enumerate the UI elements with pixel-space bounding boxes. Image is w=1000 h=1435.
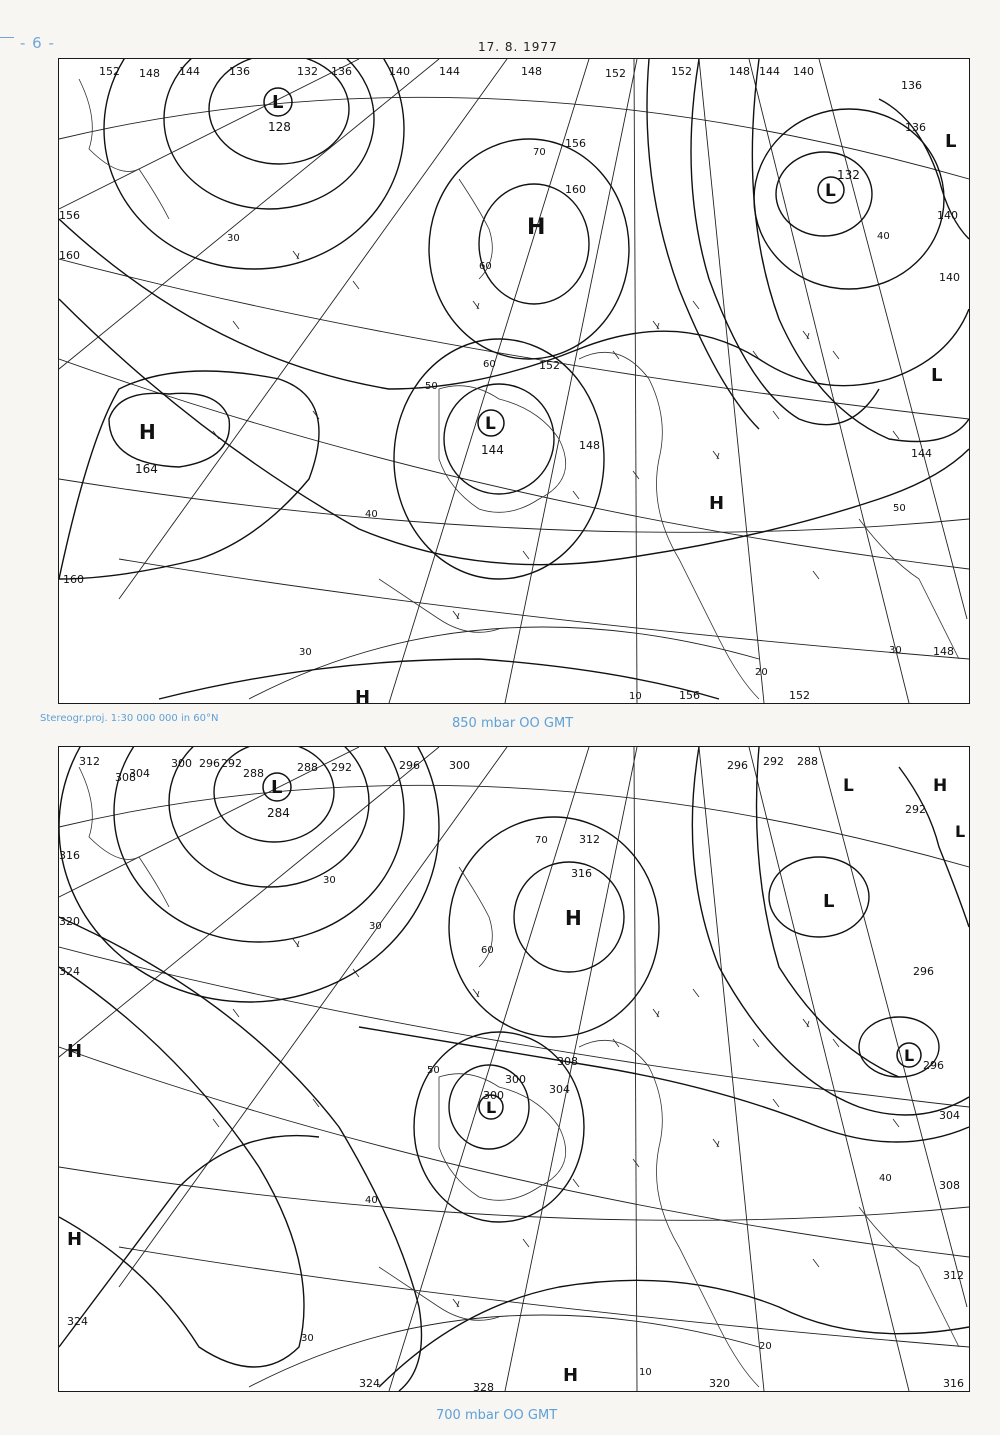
svg-text:H: H — [527, 215, 546, 240]
grid-labels — [227, 147, 906, 702]
svg-text:L: L — [945, 131, 957, 152]
low-centre — [479, 1089, 504, 1119]
grid-label: 20 — [755, 667, 768, 678]
grid-label: 30 — [301, 1333, 314, 1344]
contour-labels — [59, 755, 964, 1391]
grid-labels — [301, 835, 892, 1378]
map-700-mbar — [58, 746, 970, 1392]
svg-text:L: L — [931, 365, 943, 386]
contour-label: 140 — [939, 271, 960, 284]
contour-label: 320 — [709, 1377, 730, 1390]
isohypses — [59, 59, 969, 699]
grid-label: 70 — [535, 835, 548, 846]
svg-text:L: L — [904, 1046, 915, 1065]
svg-text:128: 128 — [268, 120, 291, 134]
high-centre — [527, 215, 545, 240]
contour-label: 320 — [59, 915, 80, 928]
contour-label: 300 — [171, 757, 192, 770]
svg-text:H: H — [67, 1041, 83, 1062]
svg-text:H: H — [67, 1229, 83, 1250]
contour-label: 288 — [797, 755, 818, 768]
high-centre — [67, 1041, 82, 1062]
contour-label: 296 — [399, 759, 420, 772]
high-centre — [709, 493, 724, 514]
svg-text:L: L — [271, 777, 283, 798]
grid-label: 20 — [759, 1341, 772, 1352]
contour-label: 140 — [937, 209, 958, 222]
grid-label: 30 — [323, 875, 336, 886]
contour-label: 152 — [671, 65, 692, 78]
page-number: - 6 - — [20, 34, 55, 52]
contour-label: 324 — [359, 1377, 380, 1390]
contour-label: 148 — [521, 65, 542, 78]
svg-text:L: L — [825, 181, 836, 201]
contour-label: 324 — [67, 1315, 88, 1328]
grid-label: 40 — [877, 231, 890, 242]
svg-text:296: 296 — [923, 1059, 944, 1072]
contour-label: 304 — [549, 1083, 570, 1096]
contour-label: 296 — [913, 965, 934, 978]
grid-label: 50 — [425, 381, 438, 392]
contour-label: 160 — [59, 249, 80, 262]
contour-label: 288 — [243, 767, 264, 780]
graticule — [59, 747, 969, 1391]
svg-text:164: 164 — [135, 462, 158, 476]
contour-label: 136 — [905, 121, 926, 134]
chart-date: 17. 8. 1977 — [478, 40, 558, 54]
low-centre — [843, 776, 854, 796]
contour-label: 144 — [179, 65, 200, 78]
contour-label: 292 — [221, 757, 242, 770]
map-700-canvas — [59, 747, 969, 1391]
svg-text:L: L — [955, 822, 966, 841]
contour-label: 292 — [763, 755, 784, 768]
contour-label: 328 — [473, 1381, 494, 1391]
svg-text:L: L — [823, 891, 835, 912]
coastlines — [79, 79, 959, 699]
high-centre — [355, 687, 370, 703]
low-centre — [818, 168, 860, 203]
low-centre — [823, 891, 834, 912]
contour-label: 148 — [139, 67, 160, 80]
contour-label: 136 — [331, 65, 352, 78]
svg-text:L: L — [486, 1098, 497, 1117]
svg-text:H: H — [565, 906, 582, 930]
contour-label: 304 — [939, 1109, 960, 1122]
contour-label: 148 — [933, 645, 954, 658]
pressure-centres — [135, 88, 956, 703]
contour-label: 140 — [793, 65, 814, 78]
grid-label: 30 — [889, 645, 902, 656]
contour-label: 144 — [911, 447, 932, 460]
contour-label: 160 — [63, 573, 84, 586]
contour-label: 316 — [943, 1377, 964, 1390]
contour-label: 152 — [99, 65, 120, 78]
contour-label: 136 — [229, 65, 250, 78]
grid-label: 40 — [365, 509, 378, 520]
contour-label: 300 — [505, 1073, 526, 1086]
map-850-canvas — [59, 59, 969, 703]
grid-label: 40 — [879, 1173, 892, 1184]
low-centre — [478, 410, 504, 457]
grid-label: 70 — [533, 147, 546, 158]
high-centre — [933, 776, 947, 796]
map-850-mbar — [58, 58, 970, 704]
contour-label: 144 — [439, 65, 460, 78]
contour-label: 140 — [389, 65, 410, 78]
grid-label: 60 — [483, 359, 496, 370]
grid-label: 50 — [893, 503, 906, 514]
contour-label: 312 — [79, 755, 100, 768]
contour-label: 316 — [59, 849, 80, 862]
svg-text:H: H — [355, 687, 371, 703]
high-centre — [67, 1229, 82, 1250]
contour-label: 292 — [331, 761, 352, 774]
high-centre — [135, 420, 158, 476]
contour-label: 296 — [727, 759, 748, 772]
svg-text:284: 284 — [267, 806, 290, 820]
contour-label: 152 — [605, 67, 626, 80]
contour-label: 296 — [199, 757, 220, 770]
grid-label: 10 — [639, 1367, 652, 1378]
high-centre — [565, 867, 592, 930]
svg-text:H: H — [139, 420, 156, 444]
contour-label: 324 — [59, 965, 80, 978]
contour-label: 308 — [939, 1179, 960, 1192]
contour-label: 132 — [297, 65, 318, 78]
svg-text:L: L — [272, 92, 284, 113]
contour-label: 152 — [539, 359, 560, 372]
svg-text:300: 300 — [483, 1089, 504, 1102]
contour-label: 148 — [729, 65, 750, 78]
svg-text:316: 316 — [571, 867, 592, 880]
grid-label: 40 — [365, 1195, 378, 1206]
contour-label: 312 — [943, 1269, 964, 1282]
grid-label: 30 — [299, 647, 312, 658]
contour-label: 136 — [901, 79, 922, 92]
low-centre — [955, 822, 965, 841]
svg-text:132: 132 — [837, 168, 860, 182]
svg-text:L: L — [843, 776, 854, 796]
contour-label: 308 — [557, 1055, 578, 1068]
contour-label: 160 — [565, 183, 586, 196]
contour-label: 156 — [679, 689, 700, 702]
contour-label: 308 — [115, 771, 136, 784]
grid-label: 30 — [369, 921, 382, 932]
grid-label: 60 — [479, 261, 492, 272]
map-700-caption: 700 mbar OO GMT — [436, 1408, 558, 1423]
grid-label: 30 — [227, 233, 240, 244]
contour-label: 304 — [129, 767, 150, 780]
contour-label: 144 — [759, 65, 780, 78]
grid-label: 50 — [427, 1065, 440, 1076]
svg-text:144: 144 — [481, 443, 504, 457]
contour-label: 292 — [905, 803, 926, 816]
low-centre — [931, 365, 942, 386]
contour-label: 156 — [59, 209, 80, 222]
projection-note: Stereogr.proj. 1:30 000 000 in 60°N — [40, 713, 219, 724]
high-centre — [563, 1365, 578, 1386]
contour-label: 300 — [449, 759, 470, 772]
contour-label: 152 — [789, 689, 810, 702]
svg-text:H: H — [563, 1365, 579, 1386]
graticule — [59, 59, 969, 703]
low-centre — [263, 773, 291, 820]
contour-label: 312 — [579, 833, 600, 846]
contour-label: 156 — [565, 137, 586, 150]
svg-text:H: H — [933, 776, 948, 796]
map-850-caption: 850 mbar OO GMT — [452, 716, 574, 731]
svg-text:H: H — [709, 493, 725, 514]
isohypses — [59, 747, 969, 1391]
contour-label: 288 — [297, 761, 318, 774]
low-centre — [945, 131, 956, 152]
grid-label: 60 — [481, 945, 494, 956]
contour-labels — [59, 65, 960, 702]
contour-label: 148 — [579, 439, 600, 452]
grid-label: 10 — [629, 691, 642, 702]
svg-text:L: L — [485, 414, 496, 434]
